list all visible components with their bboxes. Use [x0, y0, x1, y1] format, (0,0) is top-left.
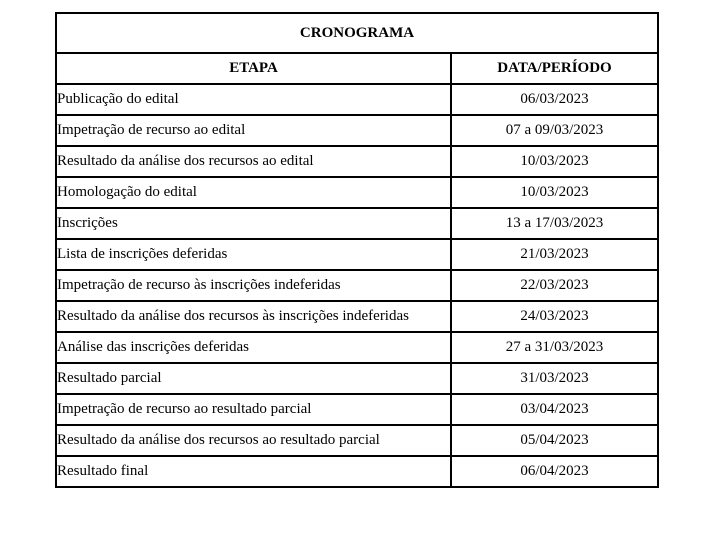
column-header-data-periodo: DATA/PERÍODO — [451, 53, 658, 84]
column-header-etapa: ETAPA — [56, 53, 451, 84]
etapa-cell: Inscrições — [56, 208, 451, 239]
table-row — [56, 115, 658, 146]
etapa-cell: Impetração de recurso às inscrições indeferidas — [56, 270, 451, 301]
table-row — [56, 301, 658, 332]
table-row — [56, 239, 658, 270]
etapa-cell: Impetração de recurso ao resultado parcial — [56, 394, 451, 425]
table-row — [56, 84, 658, 115]
table-row — [56, 425, 658, 456]
data-periodo-cell: 31/03/2023 — [451, 363, 658, 394]
etapa-cell: Lista de inscrições deferidas — [56, 239, 451, 270]
table-header-row — [56, 53, 658, 84]
data-periodo-cell: 05/04/2023 — [451, 425, 658, 456]
table-row — [56, 270, 658, 301]
data-periodo-cell: 21/03/2023 — [451, 239, 658, 270]
data-periodo-cell: 22/03/2023 — [451, 270, 658, 301]
data-periodo-cell: 03/04/2023 — [451, 394, 658, 425]
table-title-row — [56, 13, 658, 53]
etapa-cell: Impetração de recurso ao edital — [56, 115, 451, 146]
data-periodo-cell: 13 a 17/03/2023 — [451, 208, 658, 239]
data-periodo-cell: 24/03/2023 — [451, 301, 658, 332]
data-periodo-cell: 27 a 31/03/2023 — [451, 332, 658, 363]
data-periodo-cell: 06/04/2023 — [451, 456, 658, 487]
etapa-cell: Resultado da análise dos recursos ao resultado parcial — [56, 425, 451, 456]
data-periodo-cell: 10/03/2023 — [451, 177, 658, 208]
cronograma-table — [55, 12, 659, 488]
table-row — [56, 208, 658, 239]
table-row — [56, 363, 658, 394]
etapa-cell: Análise das inscrições deferidas — [56, 332, 451, 363]
table-body — [56, 84, 658, 487]
etapa-cell: Resultado da análise dos recursos às inscrições indeferidas — [56, 301, 451, 332]
data-periodo-cell: 06/03/2023 — [451, 84, 658, 115]
data-periodo-cell: 07 a 09/03/2023 — [451, 115, 658, 146]
table-row — [56, 332, 658, 363]
etapa-cell: Resultado da análise dos recursos ao edital — [56, 146, 451, 177]
etapa-cell: Homologação do edital — [56, 177, 451, 208]
etapa-cell: Resultado final — [56, 456, 451, 487]
etapa-cell: Publicação do edital — [56, 84, 451, 115]
table-row — [56, 394, 658, 425]
table-row — [56, 456, 658, 487]
table-row — [56, 177, 658, 208]
table-title: CRONOGRAMA — [56, 13, 658, 53]
etapa-cell: Resultado parcial — [56, 363, 451, 394]
table-row — [56, 146, 658, 177]
data-periodo-cell: 10/03/2023 — [451, 146, 658, 177]
